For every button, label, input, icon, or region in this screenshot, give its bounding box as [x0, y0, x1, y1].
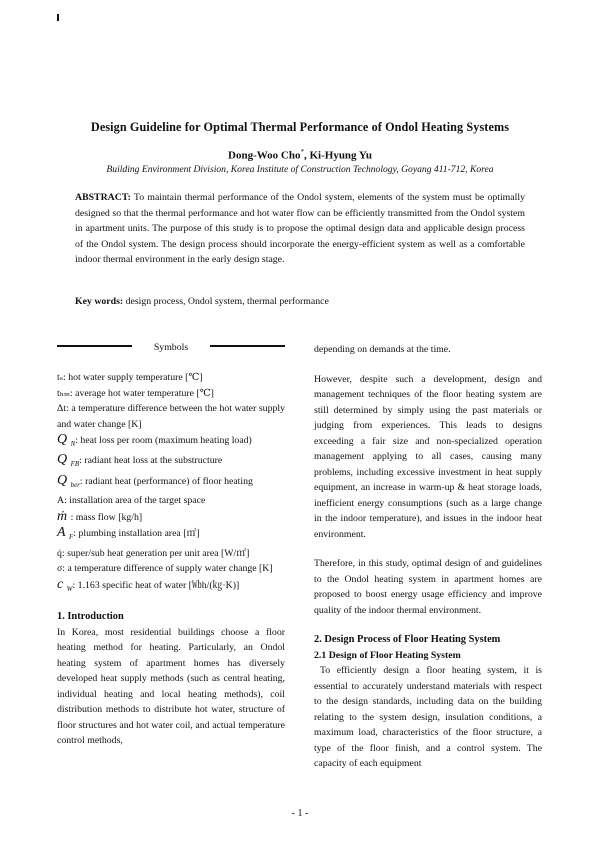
symbol-glyph: A — [57, 525, 67, 541]
authors — [0, 148, 600, 162]
symbol-item — [57, 561, 285, 577]
abstract-text: To maintain thermal performance of the Ondol system, elements of the system must be optimally designed so that the thermal performance and hot water flow can be efficiently transmitted from the Ondol system in apartment units. The purpose of this study is to propose the optimal design data and applicable design process of the Ondol system. The design process should incorporate the energy-efficient system as well as a comfortable indoor thermal environment in the early design stage. — [75, 192, 525, 266]
keywords-label: Key words: — [75, 296, 124, 307]
symbol-item — [57, 452, 285, 472]
symbol-description: A: installation area of the target space — [57, 495, 206, 507]
symbol-description: : radiant heat (performance) of floor heating — [79, 475, 253, 487]
symbol-item — [57, 546, 285, 562]
symbol-glyph: ṁ — [57, 508, 69, 524]
symbol-subscript: F — [69, 533, 74, 542]
left-column — [57, 340, 285, 749]
symbol-description: : plumbing installation area [㎡] — [73, 528, 200, 540]
author-1: Dong-Woo Cho — [228, 149, 301, 162]
intro-text: In Korea, most residential buildings choose a floor heating method for heating. Particularly, an Ondol heating system of apartment homes has diversely developed heat supply methods (such as central heating, individual heating and local heating methods), coil distribution methods to distribute hot water, structure of floor structures and hot water coil, and actual temperature control methods, — [57, 626, 285, 747]
symbol-description: tₛ: hot water supply temperature [℃] — [57, 372, 203, 383]
page-number: - 1 - — [291, 808, 309, 819]
symbol-description: tₕₘ: average hot water temperature [℃] — [57, 387, 214, 399]
symbol-glyph: Q — [57, 432, 69, 447]
symbols-header — [57, 340, 285, 356]
author-2: Ki-Hyung Yu — [309, 149, 372, 162]
paper-title: Design Guideline for Optimal Thermal Performance of Ondol Heating Systems — [90, 120, 510, 134]
symbol-item — [57, 401, 285, 432]
symbol-item — [57, 525, 285, 545]
right-para-1: depending on demands at the time. — [314, 344, 451, 355]
symbol-subscript: W — [66, 584, 73, 593]
symbol-item — [57, 386, 285, 402]
abstract — [75, 190, 525, 268]
right-para-3: Therefore, in this study, optimal design of and guidelines to the Ondol heating system in apartment homes are proposed to boost energy usage efficiency and improve quality of the indoor thermal environment. — [314, 558, 542, 616]
right-para-4: To efficiently design a floor heating system, it is essential to accurately understand materials with respect to the design standards, including data on the building relating to the system design, insulation conditions, a maximum load, characteristics of the floor structure, a type of the floor finish, and a control system. The capacity of each equipment — [314, 665, 542, 769]
symbol-subscript: ber — [70, 480, 80, 489]
abstract-label: ABSTRACT: — [75, 192, 131, 203]
symbol-description: σ: a temperature difference of supply water change [K] — [57, 563, 273, 575]
symbol-item — [57, 432, 285, 452]
symbol-description: : 1.163 specific heat of water [㏝h/(㎏·K)] — [72, 579, 240, 591]
keywords — [75, 296, 329, 307]
symbol-subscript: N — [70, 439, 76, 448]
page-corner-mark — [57, 14, 59, 21]
right-column — [314, 342, 542, 772]
right-para-2: However, despite such a development, design and management techniques of the floor heating system are still determined by simply using the past materials or judging from experiences. This leads to designs exceeding a fair size and non-specialized operation management applying to all cases, causing many problems, including excessive investment in heat supply equipment, an increase in warm-up & heat storage loads, inefficient energy consumptions (such as a large change in the indoor temperature), and issues in the indoor heat environment. — [314, 373, 542, 540]
symbols-title: Symbols — [153, 342, 189, 353]
symbol-description: Δt: a temperature difference between the hot water supply and water change [K] — [57, 403, 285, 430]
symbol-description: : mass flow [kg/h] — [70, 511, 143, 523]
symbol-description: : heat loss per room (maximum heating load) — [75, 435, 252, 446]
symbol-item — [57, 473, 285, 493]
symbol-item — [57, 509, 285, 526]
author-separator: , — [303, 149, 310, 162]
section-2-1-heading: 2.1 Design of Floor Heating System — [314, 649, 461, 661]
section-2-heading: 2. Design Process of Floor Heating System — [314, 634, 501, 645]
symbol-glyph: Q — [57, 472, 69, 488]
symbol-description: q̇: super/sub heat generation per unit area [W/㎡] — [57, 547, 250, 559]
symbol-item — [57, 370, 285, 386]
symbol-item — [57, 493, 285, 509]
affiliation: Building Environment Division, Korea Institute of Construction Technology, Goyang 411-712, Korea — [106, 164, 494, 175]
symbol-item — [57, 577, 285, 597]
keywords-text: design process, Ondol system, thermal performance — [123, 296, 329, 307]
symbol-glyph: c — [57, 576, 65, 592]
corresponding-mark: * — [300, 148, 304, 156]
symbols-rule-right — [210, 345, 285, 347]
section-1-heading: 1. Introduction — [57, 611, 124, 623]
symbol-subscript: FB — [70, 460, 80, 469]
symbols-list — [57, 370, 285, 597]
symbol-description: : radiant heat loss at the substructure — [79, 455, 223, 467]
symbol-glyph: Q — [57, 452, 69, 468]
